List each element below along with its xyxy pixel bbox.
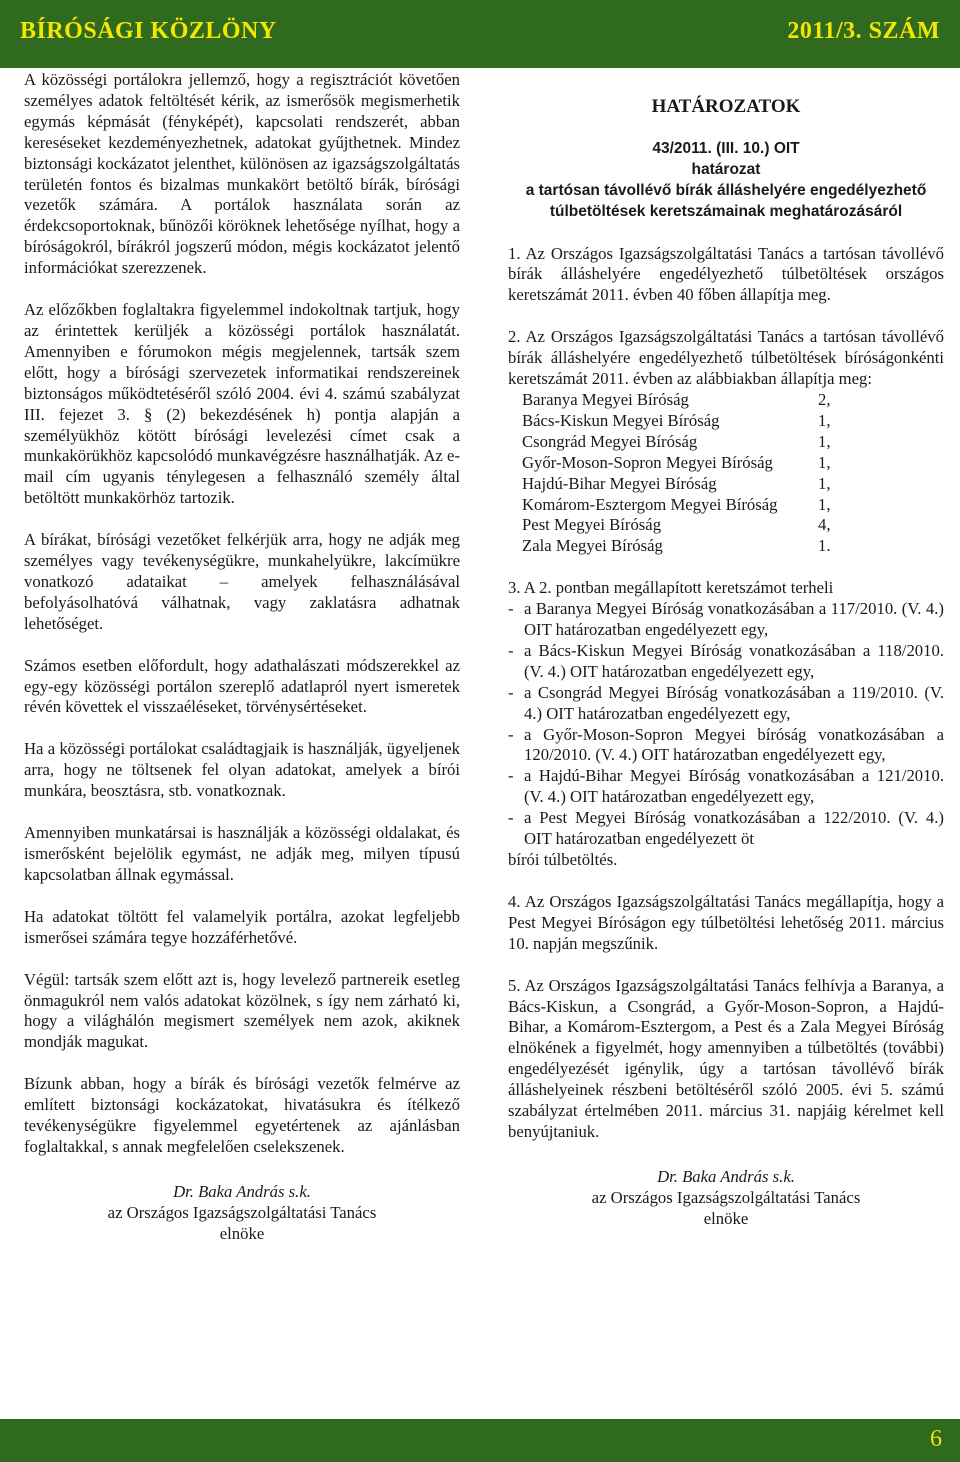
court-count: 1, xyxy=(818,494,831,514)
signature-block xyxy=(24,1182,460,1245)
page-footer xyxy=(0,1419,960,1462)
court-count: 1, xyxy=(818,431,831,451)
court-name: Győr-Moson-Sopron Megyei Bíróság xyxy=(522,452,773,472)
journal-title: BÍRÓSÁGI KÖZLÖNY xyxy=(20,18,277,44)
court-name: Hajdú-Bihar Megyei Bíróság xyxy=(522,473,717,493)
list-item: - a Bács-Kiskun Megyei Bíróság vonatkozásában a 118/2010. (V. 4.) OIT határozatban engedélyezett egy, xyxy=(508,641,944,683)
paragraph: Végül: tartsák szem előtt azt is, hogy levelező partnereik esetleg önmagukról nem valós adatokat közölnek, s így nem zárható ki, hogy a világhálón megismert személyek nem azok, akiknek mondják magukat. xyxy=(24,969,460,1052)
table-row xyxy=(522,474,852,495)
decision-number: 43/2011. (III. 10.) OIT xyxy=(652,139,800,157)
paragraph: Ha adatokat töltött fel valamelyik portálra, azokat legfeljebb ismerősei számára tegye hozzáférhetővé. xyxy=(24,906,460,947)
court-name: Baranya Megyei Bíróság xyxy=(522,389,689,409)
left-column xyxy=(24,70,460,1245)
page-number: 6 xyxy=(930,1426,942,1452)
court-count: 1, xyxy=(818,410,831,430)
list-item: - a Csongrád Megyei Bíróság vonatkozásában a 119/2010. (V. 4.) OIT határozatban engedélyezett egy, xyxy=(508,683,944,725)
decision-point-3-tail: bírói túlbetöltés. xyxy=(508,850,618,869)
court-count: 4, xyxy=(818,515,831,535)
signatory-role: az Országos Igazságszolgáltatási Tanács xyxy=(591,1187,861,1207)
decision-point-4: 4. Az Országos Igazságszolgáltatási Tanács megállapítja, hogy a Pest Megyei Bíróságon egy túlbetöltési lehetőség 2011. március 10. napján megszűnik. xyxy=(508,891,944,953)
decision-point-3-intro: 3. A 2. pontban megállapított keretszámot terheli xyxy=(508,578,834,598)
page-header xyxy=(0,0,960,68)
signatory-name: Dr. Baka András s.k. xyxy=(657,1166,795,1186)
paragraph: Bízunk abban, hogy a bírák és bírósági vezetők felmérve az említett biztonsági kockázatokat, hivatásukra és ítélkező tevékenységükre figyelemmel egyetértenek az ajánlásban foglaltakkal, s annak megfelelően cselekszenek. xyxy=(24,1074,460,1156)
court-count: 1, xyxy=(818,473,831,493)
court-name: Komárom-Esztergom Megyei Bíróság xyxy=(522,494,778,514)
right-column xyxy=(508,70,944,1230)
table-row xyxy=(522,495,852,516)
section-heading: HATÁROZATOK xyxy=(651,96,801,117)
signatory-title: elnöke xyxy=(703,1208,749,1228)
decision-subject: a tartósan távollévő bírák álláshelyére engedélyezhető túlbetöltések keretszámainak meghatározásáról xyxy=(525,181,927,220)
decision-type: határozat xyxy=(691,160,761,178)
paragraph: Számos esetben előfordult, hogy adathalászati módszerekkel az egy-egy közösségi portálon szereplő adatlapról nyert ismeretek révén követtek el visszaéléseket, törvénysértéseket. xyxy=(24,655,460,717)
decision-point-3-list xyxy=(508,599,944,850)
table-row xyxy=(522,453,852,474)
paragraph: A közösségi portálokra jellemző, hogy a regisztrációt követően személyes adatok feltöltését kérik, az ismerősök megismerhetik egymás képmását (fényképét), kapcsolati rendszerét, abban kereséseket kezdeményezhetnek, adatokat gyűjthetnek. Mindez biztonsági kockázatot jelenthet, különösen az igazságszolgáltatás területén fontos és bizalmas munkakört betöltő bírák, bírósági vezetők számára. A portálok használata során az érdekcsoportoknak, bűnözői köröknek lehetősége nyílhat, hogy a bíróságokról, bírákról jogszerű módon, mégis kockázatot jelentő információkat szerezzenek. xyxy=(24,70,460,278)
paragraph: Ha a közösségi portálokat családtagjaik is használják, ügyeljenek arra, hogy ne töltsenek fel olyan adatokat, amelyek a bírói munkára, beosztásra, stb. vonatkoznak. xyxy=(24,739,460,801)
paragraph: A bírákat, bírósági vezetőket felkérjük arra, hogy ne adják meg személyes vagy tevékenységükre, munkahelyükre, lakcímükre vonatkozó adataikat – amelyek felhasználásával befolyásolhatóvá válhatnak, vagy zaklatásra adhatnak lehetőséget. xyxy=(24,530,460,633)
table-row xyxy=(522,536,852,557)
table-row xyxy=(522,390,852,411)
paragraph: Amennyiben munkatársai is használják a közösségi oldalakat, és ismerősként bejelölik egymást, ne adják meg, milyen típusú kapcsolatban állnak egymással. xyxy=(24,823,460,884)
list-item: - a Pest Megyei Bíróság vonatkozásában a 122/2010. (V. 4.) OIT határozatban engedélyezett öt xyxy=(508,808,944,850)
list-item: - a Győr-Moson-Sopron Megyei bíróság vonatkozásában a 120/2010. (V. 4.) OIT határozatban engedélyezett egy, xyxy=(508,725,944,767)
signatory-name: Dr. Baka András s.k. xyxy=(173,1181,311,1201)
court-count: 1, xyxy=(818,452,831,472)
decision-header xyxy=(508,139,944,223)
issue-number: 2011/3. SZÁM xyxy=(787,18,940,44)
court-count: 1. xyxy=(818,536,831,556)
court-allocation-table xyxy=(522,390,852,557)
decision-point-5: 5. Az Országos Igazságszolgáltatási Tanács felhívja a Baranya, a Bács-Kiskun, a Csongrád, a Győr-Moson-Sopron, a Hajdú-Bihar, a Komárom-Esztergom, a Pest és a Zala Megyei Bíróság elnökének a figyelmét, hogy amennyiben a túlbetöltés (további) engedélyezését igénylik, úgy a tartósan távollévő bírák álláshelyeinek részbeni betöltéséről szóló 2005. évi 5. számú szabályzat értelmében 2011. március 31. napjáig kérelmet kell benyújtaniuk. xyxy=(508,975,944,1141)
court-name: Bács-Kiskun Megyei Bíróság xyxy=(522,410,720,430)
list-item: - a Hajdú-Bihar Megyei Bíróság vonatkozásában a 121/2010. (V. 4.) OIT határozatban engedélyezett egy, xyxy=(508,766,944,808)
court-name: Csongrád Megyei Bíróság xyxy=(522,431,698,451)
paragraph: Az előzőkben foglaltakra figyelemmel indokoltnak tartjuk, hogy az érintettek kerüljék a közösségi portálok használatát. Amennyiben e fórumokon mégis megjelennek, tartsák szem előtt, hogy a bírósági szervezetek informatikai rendszereinek biztonságos működtetéséről szóló 2004. évi 4. számú szabályzat III. fejezet 3. § (2) bekezdésének h) pontja alapján a személyükhöz kötött bírósági levelezési címet csak a munkakörükhöz kapcsolódó munkavégzésre használhatják. Az e-mail cím ugyanis ténylegesen a felhasználó személy által betöltött munkakörhöz tartozik. xyxy=(24,300,460,508)
court-name: Zala Megyei Bíróság xyxy=(522,536,663,556)
decision-point-1: 1. Az Országos Igazságszolgáltatási Tanács a tartósan távollévő bírák álláshelyére engedélyezhető túlbetöltések országos keretszámát 2011. évben 40 főben állapítja meg. xyxy=(508,243,944,305)
court-name: Pest Megyei Bíróság xyxy=(522,515,662,535)
signature-block xyxy=(508,1167,944,1230)
table-row xyxy=(522,411,852,432)
signatory-title: elnöke xyxy=(219,1223,265,1243)
court-count: 2, xyxy=(818,389,831,409)
list-item: - a Baranya Megyei Bíróság vonatkozásában a 117/2010. (V. 4.) OIT határozatban engedélyezett egy, xyxy=(508,599,944,641)
table-row xyxy=(522,515,852,536)
decision-point-2: 2. Az Országos Igazságszolgáltatási Tanács a tartósan távollévő bírák álláshelyére engedélyezhető túlbetöltések bíróságonkénti keretszámát 2011. évben az alábbiakban állapítja meg: xyxy=(508,327,944,389)
table-row xyxy=(522,432,852,453)
signatory-role: az Országos Igazságszolgáltatási Tanács xyxy=(107,1202,377,1222)
